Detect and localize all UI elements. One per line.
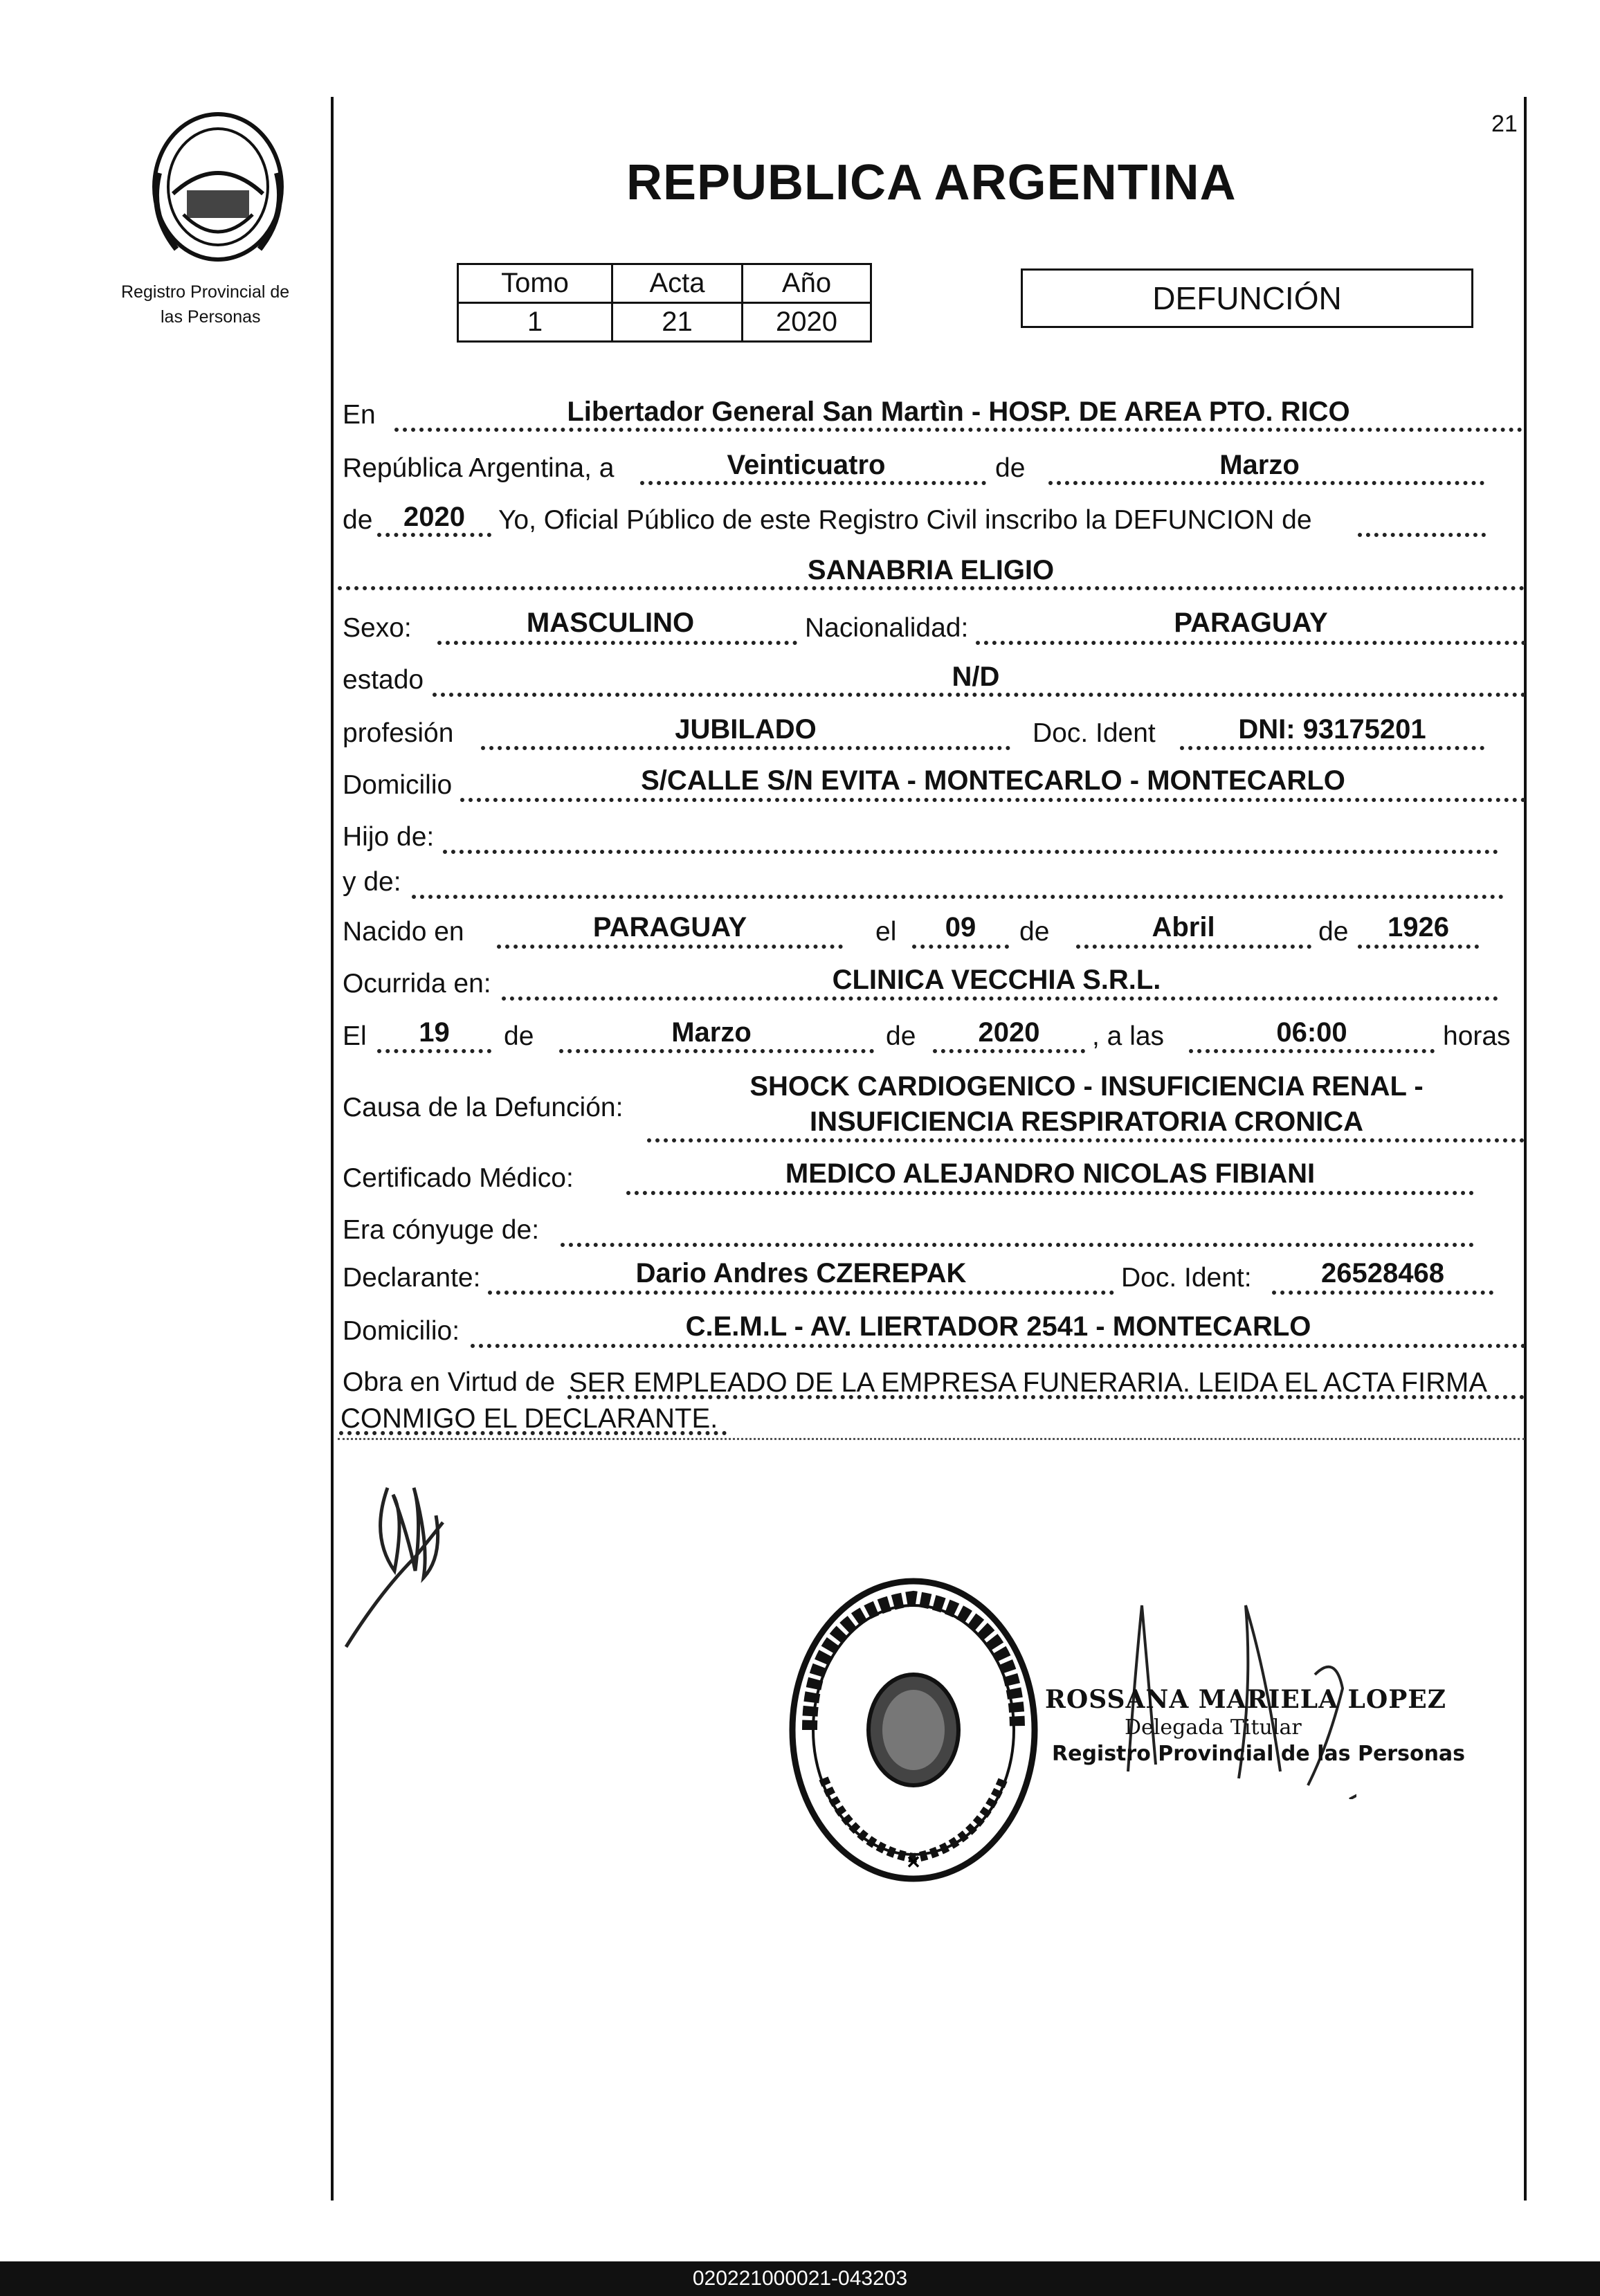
label-de: de xyxy=(995,453,1026,483)
dotted-line xyxy=(394,428,1522,432)
page-number: 21 xyxy=(1491,111,1518,137)
page-title: REPUBLICA ARGENTINA xyxy=(626,155,1237,210)
dotted-line xyxy=(338,1438,1525,1440)
table-header-tomo: Tomo xyxy=(458,264,612,303)
table-value-tomo: 1 xyxy=(458,303,612,342)
signer-name: ROSSANA MARIELA LOPEZ xyxy=(1045,1685,1447,1714)
dotted-line xyxy=(377,1049,491,1053)
dotted-line xyxy=(976,641,1526,645)
dotted-line xyxy=(1272,1291,1493,1295)
label-el-cap: El xyxy=(343,1021,367,1051)
table-value-acta: 21 xyxy=(612,303,743,342)
dotted-line xyxy=(443,850,1498,854)
dotted-line xyxy=(437,641,797,645)
dotted-line xyxy=(647,1138,1525,1142)
death-time-value: 06:00 xyxy=(1276,1017,1347,1048)
dotted-line xyxy=(1358,533,1486,537)
label-nacionalidad: Nacionalidad: xyxy=(805,613,969,643)
month-value: Marzo xyxy=(1219,450,1300,480)
label-causa: Causa de la Defunción: xyxy=(343,1093,624,1122)
dotted-line xyxy=(559,1049,874,1053)
civil-status-value: N/D xyxy=(952,662,1000,692)
doc-ident-value: DNI: 93175201 xyxy=(1238,714,1426,745)
profession-value: JUBILADO xyxy=(675,714,817,745)
label-de: de xyxy=(1019,917,1050,947)
label-de: de xyxy=(504,1021,534,1051)
year-value: 2020 xyxy=(403,502,465,532)
svg-text:✕: ✕ xyxy=(906,1852,921,1873)
death-month-value: Marzo xyxy=(671,1017,752,1048)
issuer-name-line1: Registro Provincial de xyxy=(121,282,290,302)
table-header-acta: Acta xyxy=(612,264,743,303)
dotted-line xyxy=(1180,746,1484,750)
signer-title: Delegada Titular xyxy=(1125,1715,1302,1740)
dotted-line xyxy=(339,1431,727,1435)
nationality-value: PARAGUAY xyxy=(1174,608,1328,638)
issuer-name-line2: las Personas xyxy=(161,307,261,327)
declarant-doc-value: 26528468 xyxy=(1321,1258,1444,1288)
dotted-line xyxy=(377,533,491,537)
label-horas: horas xyxy=(1443,1021,1511,1051)
label-estado: estado xyxy=(343,665,424,695)
table-value-ano: 2020 xyxy=(743,303,871,342)
label-republica: República Argentina, a xyxy=(343,453,615,483)
document-type: DEFUNCIÓN xyxy=(1152,280,1342,316)
dotted-line xyxy=(1076,945,1311,949)
death-day-value: 19 xyxy=(419,1017,450,1048)
dotted-line xyxy=(497,945,843,949)
official-stamp xyxy=(782,1571,1045,1889)
dotted-line xyxy=(1048,481,1484,485)
label-ocurrida-en: Ocurrida en: xyxy=(343,969,491,999)
table-header-ano: Año xyxy=(743,264,871,303)
label-a-las: , a las xyxy=(1092,1021,1165,1051)
document-type-box xyxy=(1021,268,1473,328)
dotted-line xyxy=(933,1049,1085,1053)
declarant-value: Dario Andres CZEREPAK xyxy=(635,1258,967,1288)
label-doc-ident-declarant: Doc. Ident: xyxy=(1121,1263,1252,1293)
dotted-line xyxy=(1189,1049,1435,1053)
birth-year-value: 1926 xyxy=(1388,912,1449,942)
label-obra: Obra en Virtud de xyxy=(343,1367,556,1397)
cause-line2-value: INSUFICIENCIA RESPIRATORIA CRONICA xyxy=(809,1106,1364,1137)
birth-place-value: PARAGUAY xyxy=(592,912,747,942)
label-hijo-de: Hijo de: xyxy=(343,822,435,852)
registry-table xyxy=(457,263,872,343)
dotted-line xyxy=(338,586,1525,590)
dotted-line xyxy=(561,1243,1474,1247)
birth-month-value: Abril xyxy=(1152,912,1215,942)
dotted-line xyxy=(471,1344,1526,1348)
dotted-line xyxy=(488,1291,1114,1295)
dotted-line xyxy=(626,1191,1474,1195)
sex-value: MASCULINO xyxy=(526,608,695,638)
label-certificado: Certificado Médico: xyxy=(343,1163,574,1193)
medical-certificate-value: MEDICO ALEJANDRO NICOLAS FIBIANI xyxy=(785,1158,1316,1189)
place-value: Libertador General San Martìn - HOSP. DE AREA PTO. RICO xyxy=(567,397,1350,427)
label-sexo: Sexo: xyxy=(343,613,412,643)
reason-line1-value: SER EMPLEADO DE LA EMPRESA FUNERARIA. LEIDA EL ACTA FIRMA xyxy=(569,1367,1488,1398)
label-domicilio: Domicilio xyxy=(343,770,453,800)
declarant-signature xyxy=(339,1474,450,1654)
birth-day-value: 09 xyxy=(945,912,976,942)
label-declarante: Declarante: xyxy=(343,1263,481,1293)
dotted-line xyxy=(1358,945,1479,949)
label-nacido-en: Nacido en xyxy=(343,917,464,947)
dotted-line xyxy=(481,746,1010,750)
label-profesion: profesión xyxy=(343,718,454,748)
dotted-line xyxy=(567,1395,1525,1399)
signer-office: Registro Provincial de las Personas xyxy=(1052,1742,1466,1766)
death-place-value: CLINICA VECCHIA S.R.L. xyxy=(832,965,1161,995)
dotted-line xyxy=(640,481,986,485)
label-en: En xyxy=(343,400,376,430)
right-margin-rule xyxy=(1524,97,1527,2201)
label-de: de xyxy=(343,505,373,535)
day-words-value: Veinticuatro xyxy=(727,450,886,480)
label-yo: Yo, Oficial Público de este Registro Civil inscribo la DEFUNCION de xyxy=(498,505,1312,535)
label-domicilio-declarante: Domicilio: xyxy=(343,1316,460,1346)
footer-code: 020221000021-043203 xyxy=(692,2267,908,2290)
dotted-line xyxy=(412,895,1504,899)
reason-line2-value: CONMIGO EL DECLARANTE. xyxy=(340,1403,718,1434)
label-de: de xyxy=(886,1021,916,1051)
label-de: de xyxy=(1318,917,1349,947)
deceased-name-value: SANABRIA ELIGIO xyxy=(807,555,1055,585)
footer-code-bar xyxy=(0,2261,1600,2296)
address-value: S/CALLE S/N EVITA - MONTECARLO - MONTECARLO xyxy=(641,765,1345,796)
dotted-line xyxy=(460,798,1526,802)
label-y-de: y de: xyxy=(343,867,401,897)
label-el: el xyxy=(875,917,897,947)
left-margin-rule xyxy=(331,97,334,2201)
dotted-line xyxy=(433,693,1526,697)
provincial-seal xyxy=(145,111,291,270)
label-conyuge: Era cónyuge de: xyxy=(343,1215,540,1245)
death-year-value: 2020 xyxy=(978,1017,1040,1048)
label-doc-ident: Doc. Ident xyxy=(1033,718,1156,748)
declarant-address-value: C.E.M.L - AV. LIERTADOR 2541 - MONTECARLO xyxy=(685,1311,1311,1342)
dotted-line xyxy=(502,996,1498,1001)
dotted-line xyxy=(912,945,1009,949)
cause-line1-value: SHOCK CARDIOGENICO - INSUFICIENCIA RENAL - xyxy=(749,1071,1424,1102)
